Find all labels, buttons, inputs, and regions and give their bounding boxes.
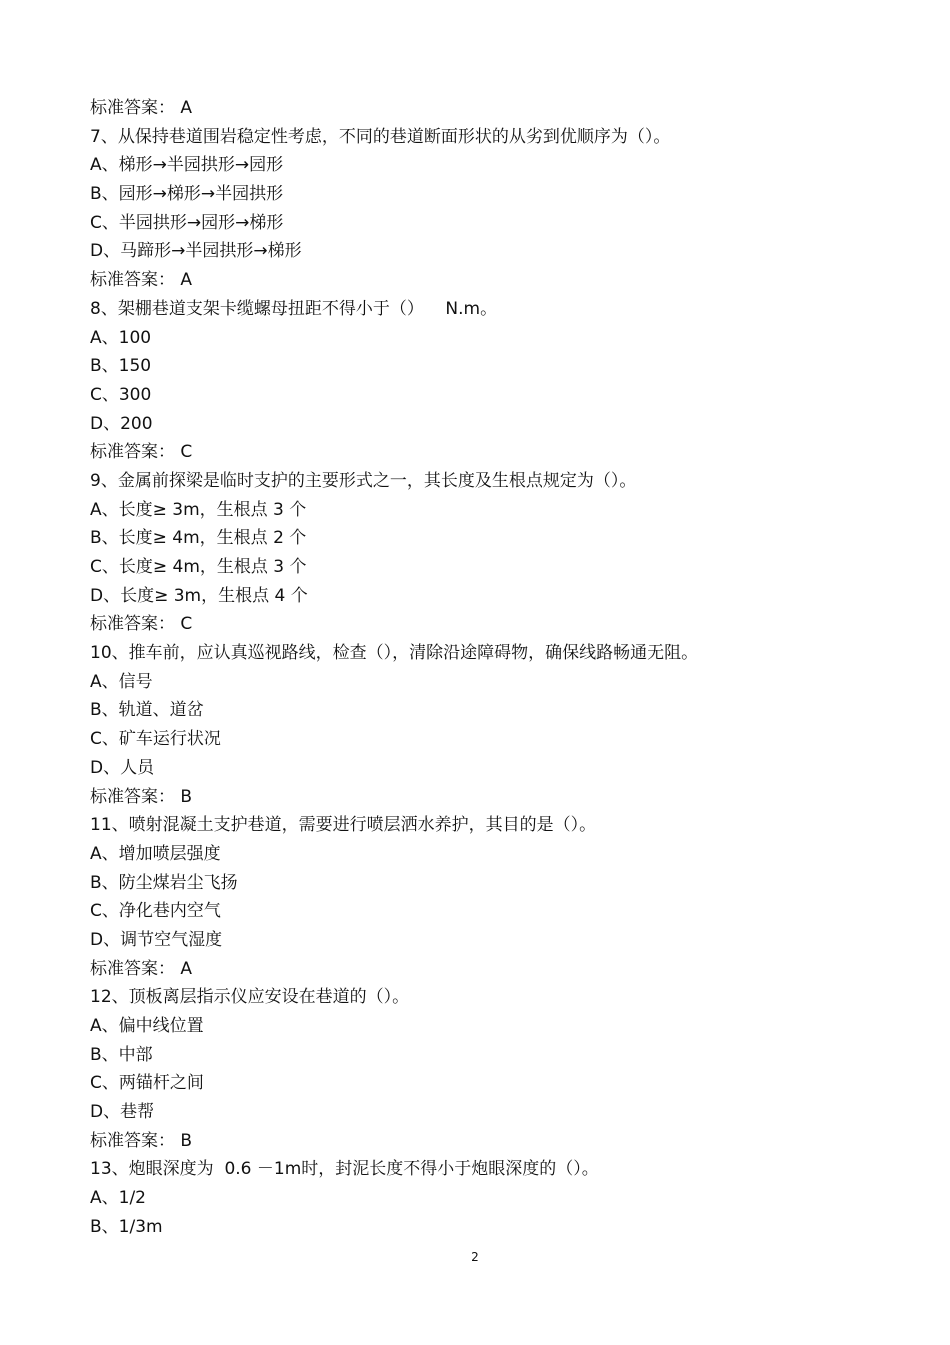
- option-line: D、调节空气湿度: [90, 929, 223, 950]
- option-line: B、园形→梯形→半园拱形: [90, 184, 284, 205]
- option-line: A、梯形→半园拱形→园形: [90, 155, 284, 176]
- option-line: C、净化巷内空气: [90, 901, 221, 922]
- answer-line: 标准答案： B: [90, 786, 193, 807]
- option-line: D、长度≥ 3m，生根点 4 个: [90, 585, 308, 606]
- answer-line: 标准答案： A: [90, 270, 193, 291]
- option-line: A、偏中线位置: [90, 1016, 204, 1036]
- question-line: 10、推车前，应认真巡视路线，检查（），清除沿途障碍物，确保线路畅通无阻。: [90, 643, 699, 664]
- question-line: 11、喷射混凝土支护巷道，需要进行喷层洒水养护，其目的是（）。: [90, 815, 597, 836]
- option-line: D、200: [90, 413, 153, 434]
- question-line: 7、从保持巷道围岩稳定性考虑，不同的巷道断面形状的从劣到优顺序为（）。: [90, 126, 671, 147]
- option-line: D、巷帮: [90, 1102, 155, 1123]
- option-line: A、长度≥ 3m，生根点 3 个: [90, 499, 307, 520]
- option-line: A、信号: [90, 671, 153, 692]
- question-line: 9、金属前探梁是临时支护的主要形式之一，其长度及生根点规定为（）。: [90, 470, 637, 491]
- option-line: B、轨道、道岔: [90, 700, 204, 721]
- option-line: B、150: [90, 356, 152, 377]
- answer-line: 标准答案： C: [90, 442, 193, 463]
- option-line: C、两锚杆之间: [90, 1073, 204, 1094]
- page-number: 2: [471, 1250, 479, 1264]
- option-line: A、增加喷层强度: [90, 843, 221, 864]
- option-line: A、1/2: [90, 1188, 146, 1209]
- question-list: [90, 94, 890, 1242]
- option-line: C、300: [90, 384, 152, 405]
- option-line: A、100: [90, 327, 152, 348]
- option-line: D、人员: [90, 757, 155, 778]
- option-line: C、矿车运行状况: [90, 729, 221, 750]
- answer-line: 标准答案： C: [90, 614, 193, 635]
- option-line: B、防尘煤岩尘飞扬: [90, 872, 238, 893]
- option-line: B、1/3m: [90, 1216, 163, 1237]
- question-line: 13、炮眼深度为 0.6 －1m时，封泥长度不得小于炮眼深度的（）。: [90, 1159, 599, 1180]
- option-line: C、半园拱形→园形→梯形: [90, 212, 284, 233]
- answer-line: 标准答案： A: [90, 98, 193, 118]
- option-line: D、马蹄形→半园拱形→梯形: [90, 241, 302, 262]
- question-line: 8、架棚巷道支架卡缆螺母扭距不得小于（） N.m。: [90, 298, 498, 319]
- answer-line: 标准答案： B: [90, 1130, 193, 1151]
- option-line: B、中部: [90, 1044, 153, 1065]
- answer-line: 标准答案： A: [90, 958, 193, 979]
- option-line: B、长度≥ 4m，生根点 2 个: [90, 528, 307, 549]
- option-line: C、长度≥ 4m，生根点 3 个: [90, 557, 307, 577]
- question-line: 12、顶板离层指示仪应安设在巷道的（）。: [90, 987, 410, 1008]
